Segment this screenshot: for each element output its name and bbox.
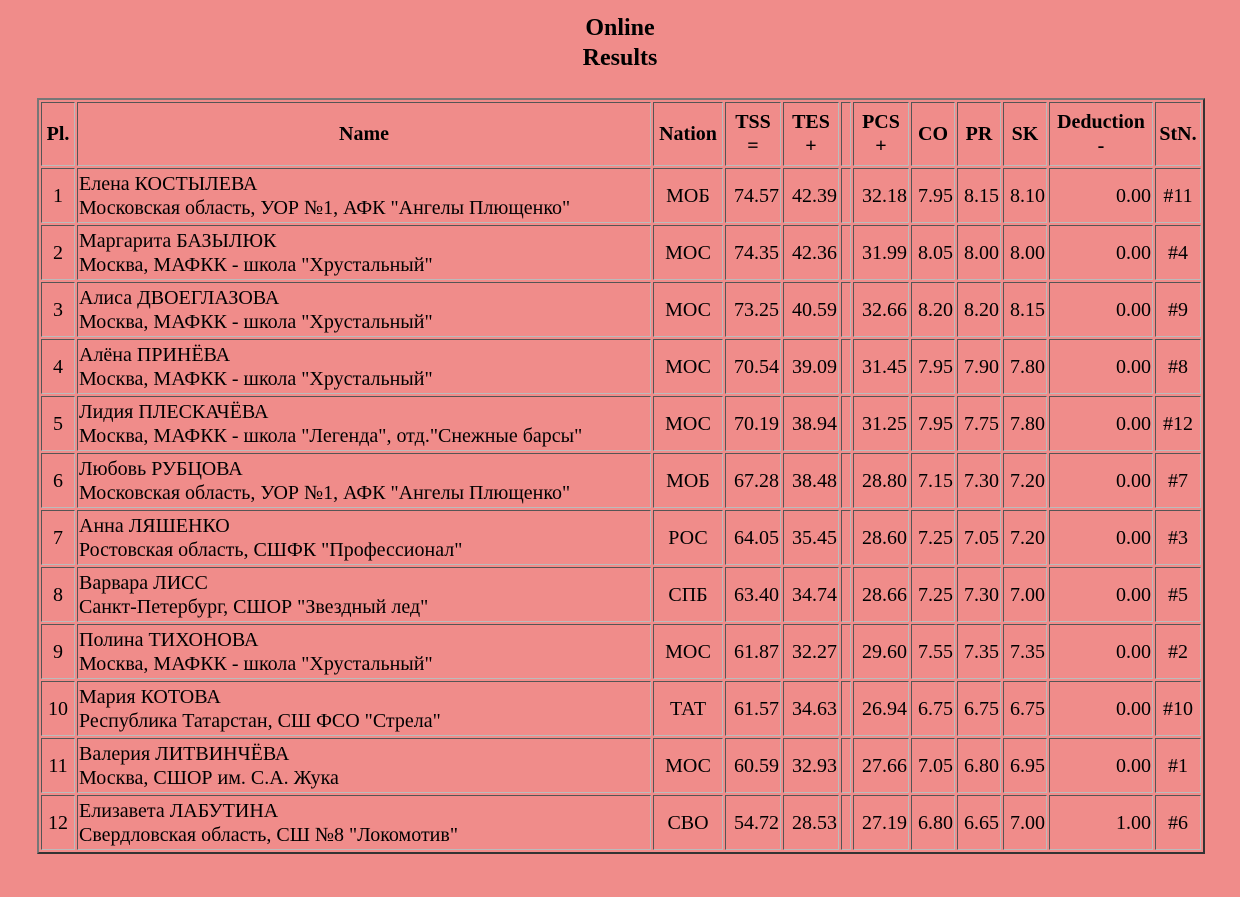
cell-spacer bbox=[841, 339, 851, 394]
cell-tss: 60.59 bbox=[725, 738, 781, 793]
cell-name bbox=[77, 624, 651, 679]
cell-sk: 7.20 bbox=[1003, 510, 1047, 565]
cell-pr: 7.75 bbox=[957, 396, 1001, 451]
skater-name: Алиса ДВОЕГЛАЗОВА bbox=[79, 286, 280, 309]
skater-club: Московская область, УОР №1, АФК "Ангелы Плющенко" bbox=[79, 196, 571, 219]
table-row bbox=[41, 681, 1201, 736]
cell-name bbox=[77, 681, 651, 736]
cell-place: 8 bbox=[41, 567, 75, 622]
cell-tes: 34.74 bbox=[783, 567, 839, 622]
cell-nation: ТАТ bbox=[653, 681, 723, 736]
cell-nation: РОС bbox=[653, 510, 723, 565]
cell-place: 7 bbox=[41, 510, 75, 565]
cell-nation: МОС bbox=[653, 225, 723, 280]
cell-name bbox=[77, 795, 651, 850]
skater-name: Алёна ПРИНЁВА bbox=[79, 343, 231, 366]
header-sk: SK bbox=[1003, 102, 1047, 166]
cell-tss: 73.25 bbox=[725, 282, 781, 337]
cell-nation: МОС bbox=[653, 282, 723, 337]
cell-deduction: 0.00 bbox=[1049, 567, 1153, 622]
header-pcs-label: PCS bbox=[862, 111, 900, 133]
cell-start-number: #7 bbox=[1155, 453, 1201, 508]
cell-sk: 7.80 bbox=[1003, 396, 1047, 451]
table-row bbox=[41, 225, 1201, 280]
cell-name bbox=[77, 225, 651, 280]
cell-pr: 7.30 bbox=[957, 567, 1001, 622]
cell-tss: 61.57 bbox=[725, 681, 781, 736]
cell-co: 7.95 bbox=[911, 339, 955, 394]
header-nation: Nation bbox=[653, 102, 723, 166]
cell-pcs: 32.66 bbox=[853, 282, 909, 337]
cell-spacer bbox=[841, 168, 851, 223]
cell-spacer bbox=[841, 795, 851, 850]
cell-deduction: 0.00 bbox=[1049, 624, 1153, 679]
cell-start-number: #3 bbox=[1155, 510, 1201, 565]
cell-sk: 7.20 bbox=[1003, 453, 1047, 508]
cell-nation: МОБ bbox=[653, 453, 723, 508]
cell-tss: 70.19 bbox=[725, 396, 781, 451]
cell-place: 6 bbox=[41, 453, 75, 508]
cell-deduction: 0.00 bbox=[1049, 282, 1153, 337]
skater-name: Елена КОСТЫЛЕВА bbox=[79, 172, 258, 195]
cell-co: 8.20 bbox=[911, 282, 955, 337]
cell-co: 7.25 bbox=[911, 567, 955, 622]
cell-name bbox=[77, 738, 651, 793]
table-row bbox=[41, 339, 1201, 394]
skater-name: Елизавета ЛАБУТИНА bbox=[79, 799, 279, 822]
header-name: Name bbox=[77, 102, 651, 166]
cell-pcs: 32.18 bbox=[853, 168, 909, 223]
cell-co: 7.95 bbox=[911, 168, 955, 223]
cell-deduction: 0.00 bbox=[1049, 738, 1153, 793]
cell-pr: 6.65 bbox=[957, 795, 1001, 850]
cell-nation: МОС bbox=[653, 738, 723, 793]
cell-tes: 42.36 bbox=[783, 225, 839, 280]
cell-start-number: #4 bbox=[1155, 225, 1201, 280]
cell-tes: 34.63 bbox=[783, 681, 839, 736]
cell-co: 7.15 bbox=[911, 453, 955, 508]
skater-name: Варвара ЛИСС bbox=[79, 571, 208, 594]
cell-pr: 7.05 bbox=[957, 510, 1001, 565]
skater-name: Анна ЛЯШЕНКО bbox=[79, 514, 230, 537]
cell-tss: 63.40 bbox=[725, 567, 781, 622]
header-tss bbox=[725, 102, 781, 166]
cell-name bbox=[77, 396, 651, 451]
cell-co: 6.80 bbox=[911, 795, 955, 850]
cell-name bbox=[77, 510, 651, 565]
cell-spacer bbox=[841, 225, 851, 280]
cell-deduction: 0.00 bbox=[1049, 168, 1153, 223]
cell-co: 7.25 bbox=[911, 510, 955, 565]
cell-tes: 38.94 bbox=[783, 396, 839, 451]
cell-nation: МОС bbox=[653, 339, 723, 394]
cell-start-number: #5 bbox=[1155, 567, 1201, 622]
cell-start-number: #1 bbox=[1155, 738, 1201, 793]
cell-pr: 7.90 bbox=[957, 339, 1001, 394]
cell-tes: 40.59 bbox=[783, 282, 839, 337]
header-pcs-op: + bbox=[875, 135, 887, 157]
cell-place: 2 bbox=[41, 225, 75, 280]
cell-pr: 8.00 bbox=[957, 225, 1001, 280]
cell-spacer bbox=[841, 282, 851, 337]
header-tes bbox=[783, 102, 839, 166]
cell-pcs: 31.45 bbox=[853, 339, 909, 394]
header-tss-op: = bbox=[747, 135, 759, 157]
cell-start-number: #6 bbox=[1155, 795, 1201, 850]
skater-name: Любовь РУБЦОВА bbox=[79, 457, 243, 480]
cell-pcs: 28.66 bbox=[853, 567, 909, 622]
header-tes-label: TES bbox=[792, 111, 830, 133]
cell-place: 4 bbox=[41, 339, 75, 394]
skater-name: Полина ТИХОНОВА bbox=[79, 628, 259, 651]
cell-tss: 74.57 bbox=[725, 168, 781, 223]
cell-place: 12 bbox=[41, 795, 75, 850]
cell-sk: 8.00 bbox=[1003, 225, 1047, 280]
cell-start-number: #12 bbox=[1155, 396, 1201, 451]
cell-tes: 39.09 bbox=[783, 339, 839, 394]
cell-tss: 74.35 bbox=[725, 225, 781, 280]
cell-pr: 7.30 bbox=[957, 453, 1001, 508]
cell-tss: 67.28 bbox=[725, 453, 781, 508]
cell-place: 1 bbox=[41, 168, 75, 223]
cell-name bbox=[77, 567, 651, 622]
cell-place: 9 bbox=[41, 624, 75, 679]
table-row bbox=[41, 453, 1201, 508]
cell-pr: 8.15 bbox=[957, 168, 1001, 223]
cell-spacer bbox=[841, 396, 851, 451]
cell-sk: 7.00 bbox=[1003, 567, 1047, 622]
cell-tes: 35.45 bbox=[783, 510, 839, 565]
cell-co: 7.95 bbox=[911, 396, 955, 451]
header-tss-label: TSS bbox=[735, 111, 771, 133]
cell-place: 10 bbox=[41, 681, 75, 736]
header-pcs bbox=[853, 102, 909, 166]
cell-tes: 32.93 bbox=[783, 738, 839, 793]
cell-tss: 54.72 bbox=[725, 795, 781, 850]
cell-tss: 70.54 bbox=[725, 339, 781, 394]
skater-club: Ростовская область, СШФК "Профессионал" bbox=[79, 538, 463, 561]
skater-club: Москва, МАФКК - школа "Хрустальный" bbox=[79, 253, 433, 276]
cell-co: 7.05 bbox=[911, 738, 955, 793]
page-title-line1: Online bbox=[585, 15, 655, 41]
skater-club: Москва, МАФКК - школа "Хрустальный" bbox=[79, 310, 433, 333]
cell-tes: 38.48 bbox=[783, 453, 839, 508]
page-title bbox=[0, 0, 1240, 73]
cell-name bbox=[77, 168, 651, 223]
cell-pr: 6.75 bbox=[957, 681, 1001, 736]
cell-sk: 7.80 bbox=[1003, 339, 1047, 394]
cell-deduction: 1.00 bbox=[1049, 795, 1153, 850]
cell-start-number: #10 bbox=[1155, 681, 1201, 736]
results-body bbox=[41, 168, 1201, 850]
header-deduction-op: - bbox=[1097, 135, 1105, 157]
cell-spacer bbox=[841, 567, 851, 622]
table-row bbox=[41, 738, 1201, 793]
skater-club: Санкт-Петербург, СШОР "Звездный лед" bbox=[79, 595, 429, 618]
cell-sk: 8.10 bbox=[1003, 168, 1047, 223]
table-row bbox=[41, 168, 1201, 223]
header-pr: PR bbox=[957, 102, 1001, 166]
cell-nation: МОБ bbox=[653, 168, 723, 223]
cell-name bbox=[77, 282, 651, 337]
cell-tss: 64.05 bbox=[725, 510, 781, 565]
cell-nation: СВО bbox=[653, 795, 723, 850]
page-title-line2: Results bbox=[582, 45, 658, 71]
table-row bbox=[41, 795, 1201, 850]
cell-pcs: 27.19 bbox=[853, 795, 909, 850]
cell-pcs: 26.94 bbox=[853, 681, 909, 736]
header-deduction-label: Deduction bbox=[1057, 111, 1145, 133]
skater-club: Москва, МАФКК - школа "Хрустальный" bbox=[79, 652, 433, 675]
skater-club: Московская область, УОР №1, АФК "Ангелы Плющенко" bbox=[79, 481, 571, 504]
cell-place: 5 bbox=[41, 396, 75, 451]
cell-tes: 28.53 bbox=[783, 795, 839, 850]
cell-name bbox=[77, 453, 651, 508]
cell-sk: 7.00 bbox=[1003, 795, 1047, 850]
cell-place: 3 bbox=[41, 282, 75, 337]
skater-club: Москва, МАФКК - школа "Хрустальный" bbox=[79, 367, 433, 390]
cell-co: 8.05 bbox=[911, 225, 955, 280]
cell-name bbox=[77, 339, 651, 394]
cell-tss: 61.87 bbox=[725, 624, 781, 679]
header-deduction bbox=[1049, 102, 1153, 166]
cell-co: 6.75 bbox=[911, 681, 955, 736]
table-row bbox=[41, 282, 1201, 337]
cell-sk: 6.75 bbox=[1003, 681, 1047, 736]
header-spacer bbox=[841, 102, 851, 166]
cell-pr: 8.20 bbox=[957, 282, 1001, 337]
table-row bbox=[41, 567, 1201, 622]
cell-spacer bbox=[841, 510, 851, 565]
table-row bbox=[41, 396, 1201, 451]
skater-club: Республика Татарстан, СШ ФСО "Стрела" bbox=[79, 709, 441, 732]
cell-nation: МОС bbox=[653, 396, 723, 451]
cell-place: 11 bbox=[41, 738, 75, 793]
cell-pr: 7.35 bbox=[957, 624, 1001, 679]
cell-deduction: 0.00 bbox=[1049, 453, 1153, 508]
skater-club: Свердловская область, СШ №8 "Локомотив" bbox=[79, 823, 458, 846]
cell-start-number: #11 bbox=[1155, 168, 1201, 223]
header-row bbox=[41, 102, 1201, 166]
skater-club: Москва, МАФКК - школа "Легенда", отд."Снежные барсы" bbox=[79, 424, 583, 447]
cell-pcs: 28.60 bbox=[853, 510, 909, 565]
cell-tes: 32.27 bbox=[783, 624, 839, 679]
results-table bbox=[37, 98, 1205, 854]
skater-name: Лидия ПЛЕСКАЧЁВА bbox=[79, 400, 269, 423]
cell-deduction: 0.00 bbox=[1049, 681, 1153, 736]
cell-pr: 6.80 bbox=[957, 738, 1001, 793]
skater-name: Маргарита БАЗЫЛЮК bbox=[79, 229, 277, 252]
cell-co: 7.55 bbox=[911, 624, 955, 679]
cell-spacer bbox=[841, 738, 851, 793]
skater-name: Валерия ЛИТВИНЧЁВА bbox=[79, 742, 290, 765]
cell-tes: 42.39 bbox=[783, 168, 839, 223]
cell-deduction: 0.00 bbox=[1049, 510, 1153, 565]
results-table-wrap bbox=[37, 98, 1205, 854]
cell-start-number: #8 bbox=[1155, 339, 1201, 394]
cell-pcs: 27.66 bbox=[853, 738, 909, 793]
table-row bbox=[41, 510, 1201, 565]
cell-start-number: #9 bbox=[1155, 282, 1201, 337]
cell-spacer bbox=[841, 453, 851, 508]
cell-pcs: 31.99 bbox=[853, 225, 909, 280]
header-co: CO bbox=[911, 102, 955, 166]
table-row bbox=[41, 624, 1201, 679]
cell-spacer bbox=[841, 681, 851, 736]
cell-nation: СПБ bbox=[653, 567, 723, 622]
header-tes-op: + bbox=[805, 135, 817, 157]
skater-club: Москва, СШОР им. С.А. Жука bbox=[79, 766, 339, 789]
header-stn: StN. bbox=[1155, 102, 1201, 166]
cell-nation: МОС bbox=[653, 624, 723, 679]
cell-pcs: 31.25 bbox=[853, 396, 909, 451]
cell-pcs: 29.60 bbox=[853, 624, 909, 679]
cell-start-number: #2 bbox=[1155, 624, 1201, 679]
cell-sk: 6.95 bbox=[1003, 738, 1047, 793]
cell-sk: 8.15 bbox=[1003, 282, 1047, 337]
cell-deduction: 0.00 bbox=[1049, 339, 1153, 394]
header-pl: Pl. bbox=[41, 102, 75, 166]
cell-sk: 7.35 bbox=[1003, 624, 1047, 679]
cell-deduction: 0.00 bbox=[1049, 225, 1153, 280]
cell-deduction: 0.00 bbox=[1049, 396, 1153, 451]
skater-name: Мария КОТОВА bbox=[79, 685, 221, 708]
cell-pcs: 28.80 bbox=[853, 453, 909, 508]
cell-spacer bbox=[841, 624, 851, 679]
